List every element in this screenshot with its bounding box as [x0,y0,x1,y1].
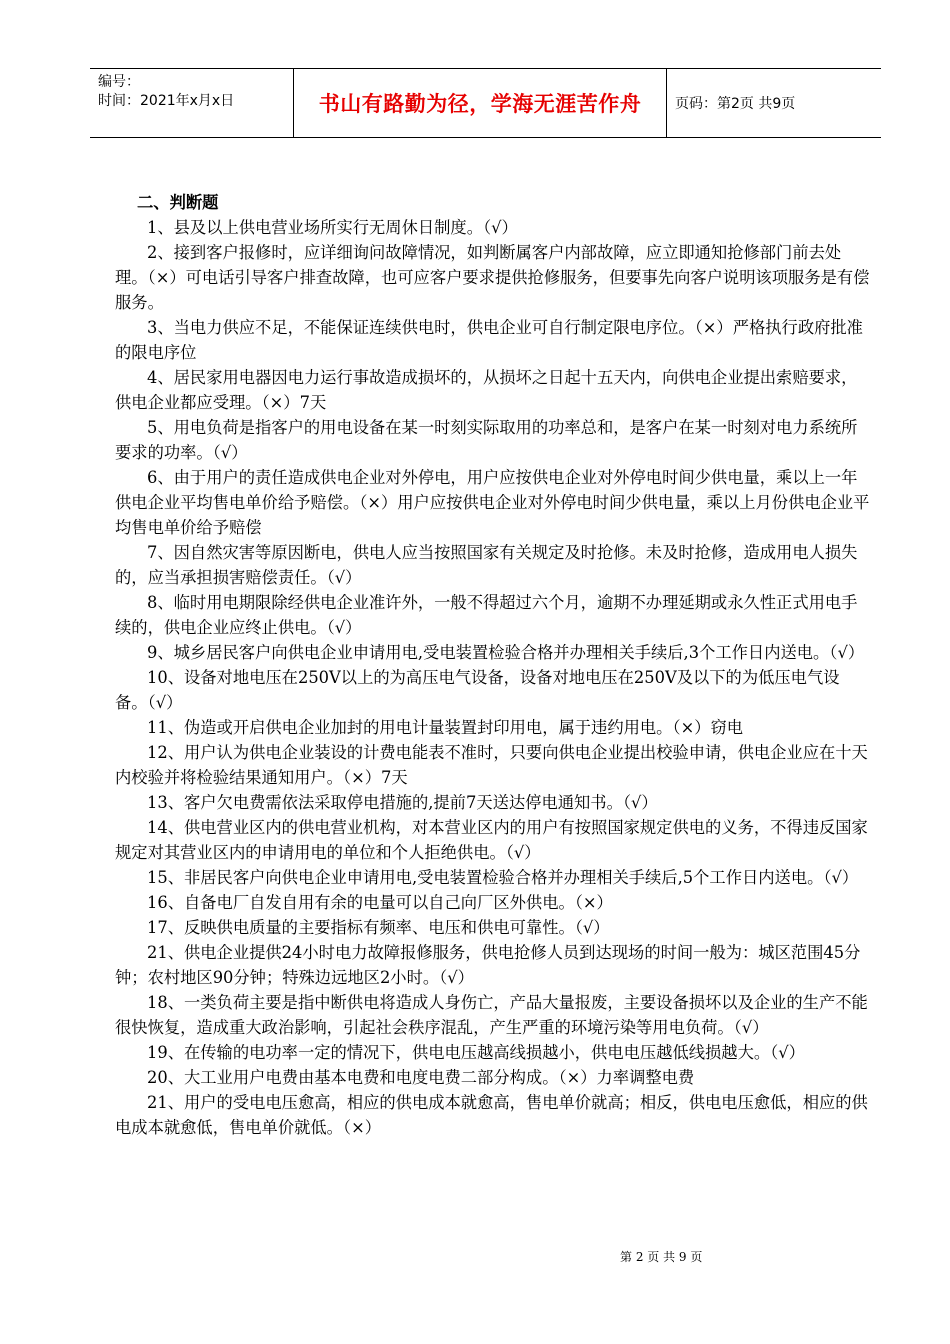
question-item: 20、大工业用户电费由基本电费和电度电费二部分构成。（×）力率调整电费 [147,1068,695,1087]
header-meta [98,73,293,111]
question-item: 11、伪造或开启供电企业加封的用电计量装置封印用电，属于违约用电。（×）窃电 [147,718,744,737]
question-item: 17、反映供电质量的主要指标有频率、电压和供电可靠性。（√） [147,918,610,937]
question-item: 5、用电负荷是指客户的用电设备在某一时刻实际取用的功率总和，是客户在某一时刻对电力系统所要求的功率。（√） [115,418,858,462]
serial-number-label: 编号： [98,74,140,90]
header-page-number: 页码：第2页 共9页 [675,96,796,112]
header-motto: 书山有路勤为径，学海无涯苦作舟 [318,91,642,116]
question-item: 3、当电力供应不足，不能保证连续供电时，供电企业可自行制定限电序位。（×）严格执行政府批准的限电序位 [115,318,863,362]
document-body [115,190,870,1140]
header-divider [666,69,667,137]
question-item: 2、接到客户报修时，应详细询问故障情况，如判断属客户内部故障，应立即通知抢修部门前去处理。（×）可电话引导客户排查故障，也可应客户要求提供抢修服务，但要事先向客户说明该项服务是有偿服务。 [115,243,870,312]
question-item: 19、在传输的电功率一定的情况下，供电电压越高线损越小，供电电压越低线损越大。（√） [147,1043,805,1062]
question-item: 7、因自然灾害等原因断电，供电人应当按照国家有关规定及时抢修。未及时抢修，造成用电人损失的，应当承担损害赔偿责任。（√） [115,543,858,587]
question-item: 1、县及以上供电营业场所实行无周休日制度。（√） [147,218,518,237]
time-label: 时间：2021年x月x日 [98,93,235,109]
question-item: 15、非居民客户向供电企业申请用电,受电装置检验合格并办理相关手续后,5个工作日内送电。（√） [147,868,859,887]
question-item: 18、一类负荷主要是指中断供电将造成人身伤亡，产品大量报废，主要设备损坏以及企业的生产不能很快恢复，造成重大政治影响，引起社会秩序混乱，产生严重的环境污染等用电负荷。（√） [115,993,868,1037]
page-footer: 第 2 页 共 9 页 [620,1250,703,1264]
question-item: 6、由于用户的责任造成供电企业对外停电，用户应按供电企业对外停电时间少供电量，乘以上一年供电企业平均售电单价给予赔偿。（×）用户应按供电企业对外停电时间少供电量，乘以上月份供电企业平均售电单价给予赔偿 [115,468,870,537]
question-item: 13、客户欠电费需依法采取停电措施的,提前7天送达停电通知书。（√） [147,793,658,812]
question-item: 21、用户的受电电压愈高，相应的供电成本就愈高，售电单价就高；相反，供电电压愈低，相应的供电成本就愈低，售电单价就低。（×） [115,1093,868,1137]
question-item: 8、临时用电期限除经供电企业准许外，一般不得超过六个月，逾期不办理延期或永久性正式用电手续的，供电企业应终止供电。（√） [115,593,858,637]
question-item: 14、供电营业区内的供电营业机构，对本营业区内的用户有按照国家规定供电的义务，不得违反国家规定对其营业区内的申请用电的单位和个人拒绝供电。（√） [115,818,868,862]
question-item: 12、用户认为供电企业装设的计费电能表不准时，只要向供电企业提出校验申请，供电企业应在十天内校验并将检验结果通知用户。（×）7天 [115,743,868,787]
document-header [90,68,881,138]
question-item: 9、城乡居民客户向供电企业申请用电,受电装置检验合格并办理相关手续后,3个工作日内送电。（√） [147,643,865,662]
section-title: 二、判断题 [137,193,219,212]
question-item: 21、供电企业提供24小时电力故障报修服务，供电抢修人员到达现场的时间一般为：城区范围45分钟；农村地区90分钟；特殊边远地区2小时。（√） [115,943,861,987]
question-item: 4、居民家用电器因电力运行事故造成损坏的，从损坏之日起十五天内，向供电企业提出索赔要求，供电企业都应受理。（×）7天 [115,368,858,412]
question-item: 10、设备对地电压在250V以上的为高压电气设备，设备对地电压在250V及以下的为低压电气设备。（√） [115,668,840,712]
question-item: 16、自备电厂自发自用有余的电量可以自己向厂区外供电。（×） [147,893,613,912]
